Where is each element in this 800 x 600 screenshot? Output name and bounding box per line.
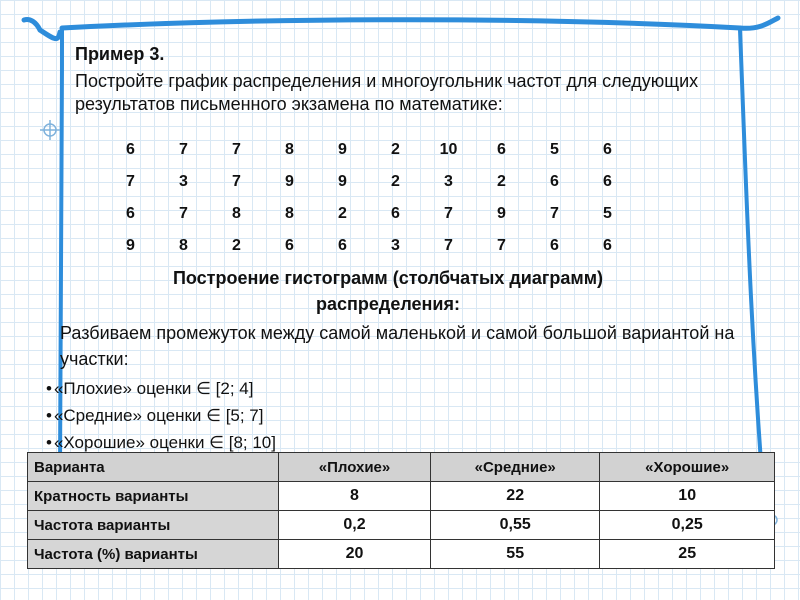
grade-cell: 8 xyxy=(285,205,294,222)
table-cell: 10 xyxy=(600,482,775,511)
table-cell: 25 xyxy=(600,540,775,569)
frequency-table xyxy=(27,452,775,569)
grade-cell: 6 xyxy=(338,237,347,254)
row-label: Кратность варианты xyxy=(28,482,279,511)
table-cell: 22 xyxy=(431,482,600,511)
column-header: «Плохие» xyxy=(279,453,431,482)
grade-cell: 2 xyxy=(497,173,506,190)
table-cell: 20 xyxy=(279,540,431,569)
column-header: «Средние» xyxy=(431,453,600,482)
intro-text: Разбиваем промежуток между самой маленькой и самой большой вариантой на участки: xyxy=(60,323,735,369)
table-cell: 0,55 xyxy=(431,511,600,540)
grade-cell: 7 xyxy=(497,237,506,254)
grade-cell: 6 xyxy=(391,205,400,222)
table-cell: 0,25 xyxy=(600,511,775,540)
grade-cell: 9 xyxy=(338,173,347,190)
grade-cell: 3 xyxy=(391,237,400,254)
range-item: • «Плохие» оценки ∈ [2; 4] xyxy=(46,375,276,402)
grades-row xyxy=(104,230,634,262)
grade-cell: 7 xyxy=(550,205,559,222)
table-row xyxy=(28,511,775,540)
grade-cell: 7 xyxy=(232,173,241,190)
table-cell: 0,2 xyxy=(279,511,431,540)
grade-cell: 3 xyxy=(179,173,188,190)
task-text: Постройте график распределения и многоугольник частот для следующих результатов письменного экзамена по математике: xyxy=(75,71,699,114)
grade-cell: 6 xyxy=(497,141,506,158)
table-row xyxy=(28,540,775,569)
grade-cell: 10 xyxy=(439,141,458,158)
grade-cell: 9 xyxy=(497,205,506,222)
range-item: • «Хорошие» оценки ∈ [8; 10] xyxy=(46,429,276,456)
grade-cell: 8 xyxy=(179,237,188,254)
grade-cell: 7 xyxy=(444,237,453,254)
grade-cell: 8 xyxy=(232,205,241,222)
slide-title: Пример 3. xyxy=(75,44,165,64)
grade-cell: 7 xyxy=(179,141,188,158)
grade-cell: 5 xyxy=(603,205,612,222)
table-row xyxy=(28,482,775,511)
grade-cell: 6 xyxy=(126,141,135,158)
grade-cell: 5 xyxy=(550,141,559,158)
grade-cell: 7 xyxy=(126,173,135,190)
grade-cell: 8 xyxy=(285,141,294,158)
grade-cell: 6 xyxy=(603,141,612,158)
grades-row xyxy=(104,134,634,166)
column-header: «Хорошие» xyxy=(600,453,775,482)
grade-cell: 7 xyxy=(179,205,188,222)
grade-cell: 3 xyxy=(444,173,453,190)
grade-cell: 6 xyxy=(126,205,135,222)
grade-cell: 9 xyxy=(285,173,294,190)
grades-row xyxy=(104,198,634,230)
grade-cell: 2 xyxy=(391,173,400,190)
table-cell: 55 xyxy=(431,540,600,569)
grades-row xyxy=(104,166,634,198)
grade-cell: 6 xyxy=(603,173,612,190)
table-header-row xyxy=(28,453,775,482)
grade-cell: 6 xyxy=(550,237,559,254)
table-cell: 8 xyxy=(279,482,431,511)
row-label: Частота варианты xyxy=(28,511,279,540)
grade-cell: 7 xyxy=(444,205,453,222)
grade-cell: 9 xyxy=(338,141,347,158)
range-list xyxy=(46,375,276,456)
grade-cell: 6 xyxy=(603,237,612,254)
grade-cell: 9 xyxy=(126,237,135,254)
column-header: Варианта xyxy=(28,453,279,482)
grade-cell: 6 xyxy=(285,237,294,254)
grade-cell: 6 xyxy=(550,173,559,190)
range-item: • «Средние» оценки ∈ [5; 7] xyxy=(46,402,276,429)
section-heading: Построение гистограмм (столбчатых диаграмм) распределения: xyxy=(172,268,604,314)
grade-cell: 2 xyxy=(391,141,400,158)
row-label: Частота (%) варианты xyxy=(28,540,279,569)
grade-cell: 2 xyxy=(232,237,241,254)
grades-grid xyxy=(104,134,634,262)
grade-cell: 2 xyxy=(338,205,347,222)
grade-cell: 7 xyxy=(232,141,241,158)
